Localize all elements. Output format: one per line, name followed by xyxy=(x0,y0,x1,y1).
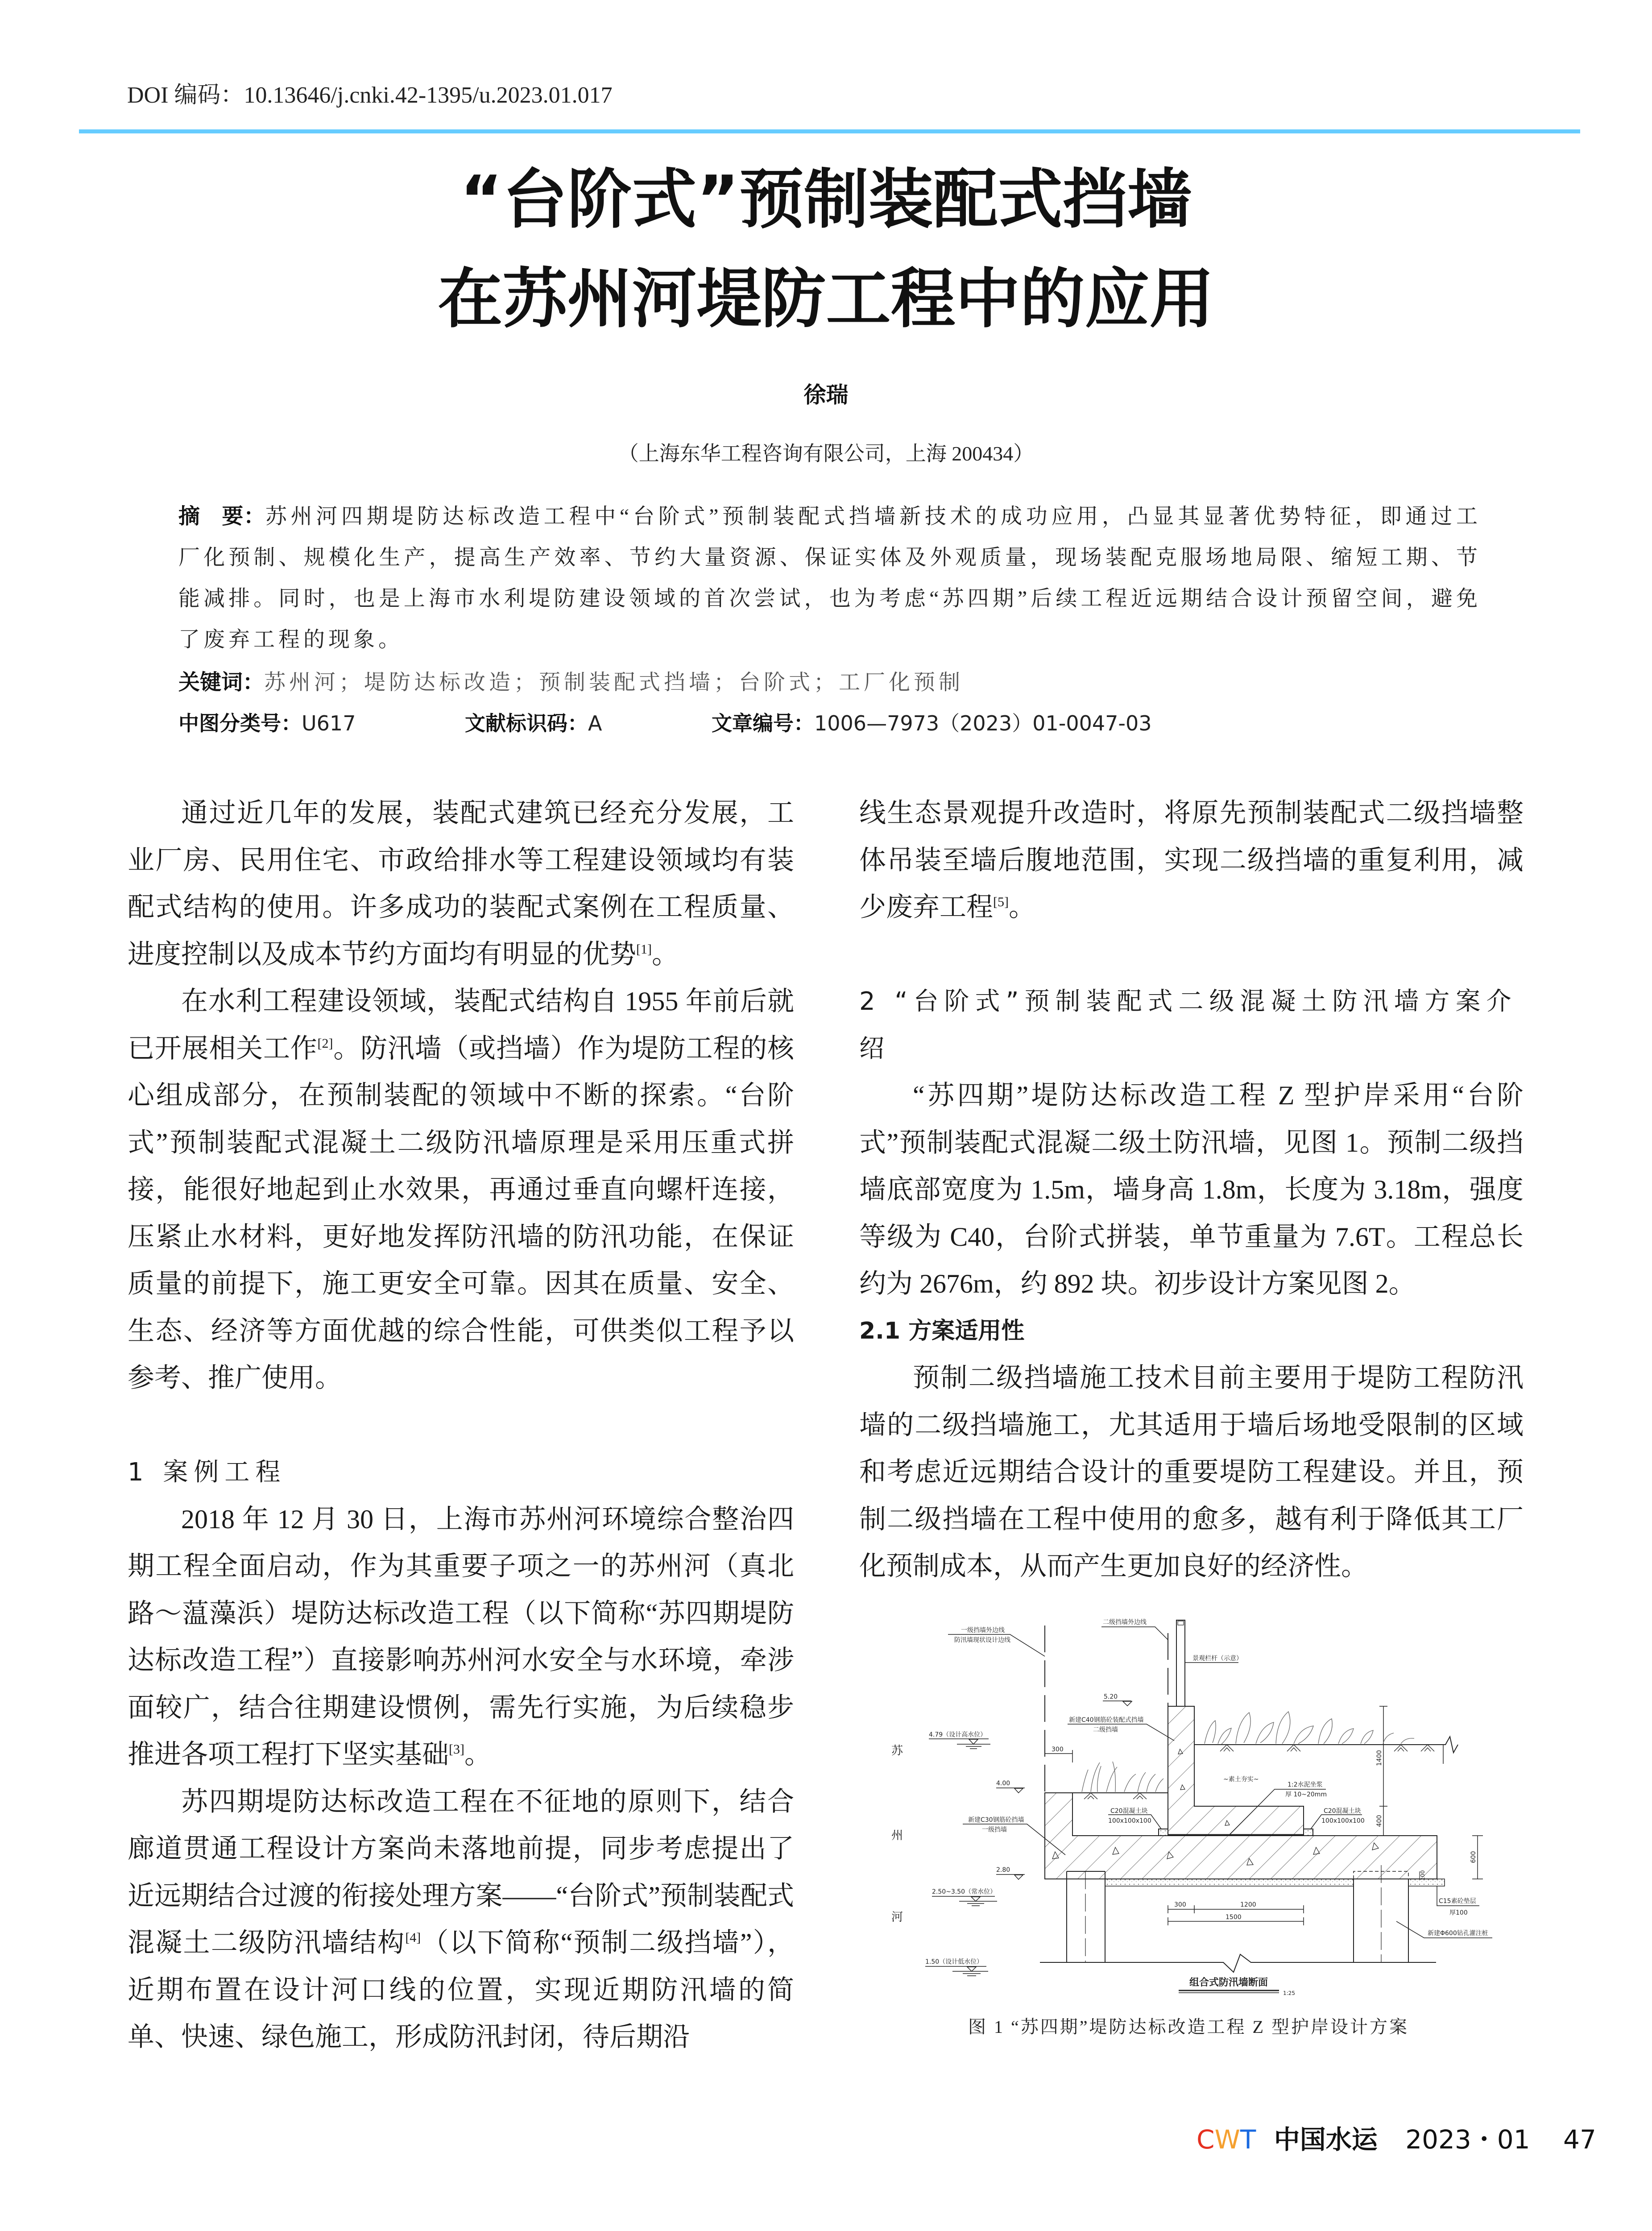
article-no-field xyxy=(712,703,1152,744)
label-c20-right-a: C20混凝土块 xyxy=(1324,1808,1361,1815)
label-dim-400: 400 xyxy=(1376,1815,1383,1827)
railing-cap xyxy=(1178,1621,1184,1625)
paragraph xyxy=(128,1779,794,2061)
leader-line xyxy=(1068,1724,1174,1741)
paragraph-text: 在水利工程建设领域，装配式结构自 1955 年前后就已开展相关工作 xyxy=(128,987,794,1063)
section-gap xyxy=(859,931,1524,979)
paragraph: 预制二级挡墙施工技术目前主要用于堤防工程防汛墙的二级挡墙施工，尤其适用于墙后场地受限制的区域和考虑近远期结合设计的重要堤防工程建设。并且，预制二级挡墙在工程中使用的愈多，越有利于降低其工厂化预制成本，从而产生更加良好的经济性。 xyxy=(859,1363,1524,1581)
section-scale: 1:25 xyxy=(1283,1990,1295,1996)
label-line2: 二级挡墙外边线 xyxy=(1103,1619,1147,1626)
label-dim-1200: 1200 xyxy=(1240,1901,1256,1908)
page-footer xyxy=(1197,2123,1596,2156)
label-elev-400: 4.00 xyxy=(996,1780,1010,1787)
paragraph-text: 。 xyxy=(464,1740,491,1769)
label-elev-520: 5.20 xyxy=(1104,1693,1118,1700)
paragraph xyxy=(128,978,794,1402)
doc-code-field xyxy=(465,703,712,744)
keywords xyxy=(178,662,1481,703)
label-c20-right-b: 100x100x100 xyxy=(1321,1817,1365,1825)
label-grout-b: 厚 10~20mm xyxy=(1285,1791,1327,1798)
citation-ref[interactable]: [1] xyxy=(636,941,652,957)
citation-ref[interactable]: [5] xyxy=(993,895,1009,909)
label-c20-left-b: 100x100x100 xyxy=(1108,1817,1151,1825)
figure-1-cross-section xyxy=(848,1615,1517,2017)
clc-field xyxy=(178,703,465,744)
label-dim-300-bot: 300 xyxy=(1174,1901,1186,1908)
c20-block-right xyxy=(1304,1829,1313,1836)
section-heading-2-1: 2.1 方案适用性 xyxy=(859,1317,1025,1344)
label-dim-1400: 1400 xyxy=(1376,1750,1383,1766)
paragraph-text: 。 xyxy=(651,939,679,969)
label-railing: 景观栏杆（示意） xyxy=(1192,1655,1242,1662)
left-column xyxy=(128,790,794,2061)
logo-letter-t: T xyxy=(1240,2124,1256,2155)
title-line-1: “台阶式”预制装配式挡墙 xyxy=(460,162,1192,237)
paragraph xyxy=(859,790,1524,931)
c15-cushion xyxy=(1105,1879,1354,1886)
section-gap xyxy=(128,1402,794,1449)
label-wall1-b: 一级挡墙 xyxy=(982,1826,1007,1833)
title-line-2: 在苏州河堤防工程中的应用 xyxy=(438,261,1214,337)
label-pile: 新建Φ600钻孔灌注桩 xyxy=(1428,1930,1488,1937)
label-soil: ~素土夯实~ xyxy=(1223,1776,1259,1783)
classification xyxy=(178,703,1481,744)
river-char: 州 xyxy=(891,1829,903,1842)
journal-name: 中国水运 xyxy=(1274,2124,1378,2155)
clc-value: U617 xyxy=(302,711,356,735)
c15-cushion xyxy=(1408,1879,1445,1886)
label-wall2-a: 新建C40钢筋砼装配式挡墙 xyxy=(1069,1717,1144,1724)
journal-logo xyxy=(1197,2124,1256,2155)
paragraph-text: 。 xyxy=(1008,892,1035,922)
label-c15-a: C15素砼垫层 xyxy=(1439,1898,1476,1905)
clc-label: 中图分类号： xyxy=(178,711,302,735)
paragraph-text: 苏四期堤防达标改造工程在不征地的原则下，结合廊道贯通工程设计方案尚未落地前提，同步考虑提出了近远期结合过渡的衔接处理方案——“台阶式”预制装配式混凝土二级防汛墙结构 xyxy=(128,1787,794,1957)
river-char: 苏 xyxy=(891,1744,903,1758)
doc-code-label: 文献标识码： xyxy=(465,711,588,735)
section-title: 组合式防汛墙断面 xyxy=(1189,1977,1268,1988)
label-wall1-a: 新建C30钢筋砼挡墙 xyxy=(968,1816,1024,1824)
section-heading-2: 2 “台阶式”预制装配式二级混凝土防汛墙方案介绍 xyxy=(859,987,1517,1063)
abstract-text: 苏州河四期堤防达标改造工程中“台阶式”预制装配式挡墙新技术的成功应用，凸显其显著优势特征，即通过工厂化预制、规模化生产，提高生产效率、节约大量资源、保证实体及外观质量，现场装配克服场地局限、缩短工期、节能减排。同时，也是上海市水利堤防建设领域的首次尝试，也为考虑“苏四期”后续工程近远期结合设计预留空间，避免了废弃工程的现象。 xyxy=(178,505,1481,651)
paragraph-text: （以下简称“预制二级挡墙”），近期布置在设计河口线的位置，实现近期防汛墙的简单、快速、绿色施工，形成防汛封闭，待后期沿 xyxy=(128,1928,795,2052)
section-heading-1: 1 案例工程 xyxy=(128,1458,286,1487)
paragraph-text: 通过近几年的发展，装配式建筑已经充分发展，工业厂房、民用住宅、市政给排水等工程建设领域均有装配式结构的使用。许多成功的装配式案例在工程质量、进度控制以及成本节约方面均有明显的优势 xyxy=(128,798,794,969)
logo-letter-c: C xyxy=(1197,2124,1215,2155)
right-column xyxy=(859,790,1524,1590)
paragraph: “苏四期”堤防达标改造工程 Z 型护岸采用“台阶式”预制装配式混凝二级土防汛墙，见图 1。预制二级挡墙底部宽度为 1.5m，墙身高 1.8m，长度为 3.18m，强度等级为 C40，台阶式拼装，单节重量为 7.6T。工程总长约为 2676m，约 892 块。初步设计方案见图 2。 xyxy=(859,1081,1524,1298)
keywords-label: 关键词： xyxy=(178,670,265,695)
label-dim-1500: 1500 xyxy=(1226,1914,1242,1921)
leader-line xyxy=(1101,1627,1168,1640)
paragraph-text: 。防汛墙（或挡墙）作为堤防工程的核心组成部分，在预制装配的领域中不断的探索。“台阶式”预制装配式混凝土二级防汛墙原理是采用压重式拼接，能很好地起到止水效果，再通过垂直向螺杆连接，压紧止水材料，更好地发挥防汛墙的防汛功能，在保证质量的前提下，施工更安全可靠。因其在质量、安全、生态、经济等方面优越的综合性能，可供类似工程予以参考、推广使用。 xyxy=(128,1033,794,1393)
logo-letter-w: W xyxy=(1214,2124,1240,2155)
label-wall2-b: 二级挡墙 xyxy=(1093,1726,1118,1733)
abstract xyxy=(178,496,1481,660)
paragraph-text: 线生态景观提升改造时，将原先预制装配式二级挡墙整体吊装至墙后腹地范围，实现二级挡墙的重复利用，减少废弃工程 xyxy=(859,798,1524,922)
paragraph-text: 2018 年 12 月 30 日，上海市苏州河环境综合整治四期工程全面启动，作为其重要子项之一的苏州河（真北路～蕰藻浜）堤防达标改造工程（以下简称“苏四期堤防达标改造工程”）直接影响苏州河水安全与水环境，牵涉面较广，结合往期建设惯例，需先行实施，为后续稳步推进各项工程打下坚实基础 xyxy=(128,1504,794,1769)
author: 徐瑞 xyxy=(803,382,849,408)
label-line1-b: 防汛墙现状设计边线 xyxy=(954,1637,1010,1644)
issue-number: 2023・01 xyxy=(1405,2124,1530,2155)
affiliation: （上海东华工程咨询有限公司，上海 200434） xyxy=(618,442,1034,465)
river-char: 河 xyxy=(891,1911,903,1924)
label-elev-normal: 2.50~3.50（常水位） xyxy=(932,1888,997,1895)
page-number: 47 xyxy=(1563,2124,1596,2155)
doc-code-value: A xyxy=(588,711,602,735)
wall-1 xyxy=(1045,1793,1437,1879)
paragraph xyxy=(128,790,794,978)
figure-caption: 图 1 “苏四期”堤防达标改造工程 Z 型护岸设计方案 xyxy=(968,2017,1409,2037)
label-elev-479: 4.79（设计高水位） xyxy=(929,1731,987,1738)
citation-ref[interactable]: [2] xyxy=(317,1036,333,1051)
citation-ref[interactable]: [4] xyxy=(405,1930,421,1945)
label-c15-b: 厚100 xyxy=(1449,1909,1468,1916)
label-grout-a: 1:2水泥坐浆 xyxy=(1288,1781,1323,1788)
ground-line xyxy=(1194,1737,1458,1753)
label-c20-left-a: C20混凝土块 xyxy=(1110,1808,1148,1815)
label-dim-300-top: 300 xyxy=(1052,1746,1064,1753)
label-elev-280: 2.80 xyxy=(996,1866,1010,1874)
c20-block-left xyxy=(1159,1829,1168,1836)
article-no-value: 1006—7973（2023）01-0047-03 xyxy=(814,711,1152,735)
paragraph xyxy=(128,1496,794,1779)
label-dim-600: 600 xyxy=(1470,1851,1477,1863)
article-no-label: 文章编号： xyxy=(712,711,814,735)
label-elev-150: 1.50（设计低水位） xyxy=(925,1958,983,1966)
doi-line: DOI 编码：10.13646/j.cnki.42-1395/u.2023.01.017 xyxy=(127,83,613,108)
label-line1-a: 一级挡墙外边线 xyxy=(961,1627,1005,1634)
railing xyxy=(1176,1620,1185,1706)
label-dim-100: 100 xyxy=(1420,1870,1426,1881)
keywords-text: 苏州河；堤防达标改造；预制装配式挡墙；台阶式；工厂化预制 xyxy=(264,671,964,694)
citation-ref[interactable]: [3] xyxy=(449,1742,464,1757)
wall-2 xyxy=(1168,1706,1304,1836)
abstract-label: 摘 要： xyxy=(178,504,265,529)
header-rule xyxy=(79,129,1580,133)
pile-left xyxy=(1067,1879,1105,1962)
